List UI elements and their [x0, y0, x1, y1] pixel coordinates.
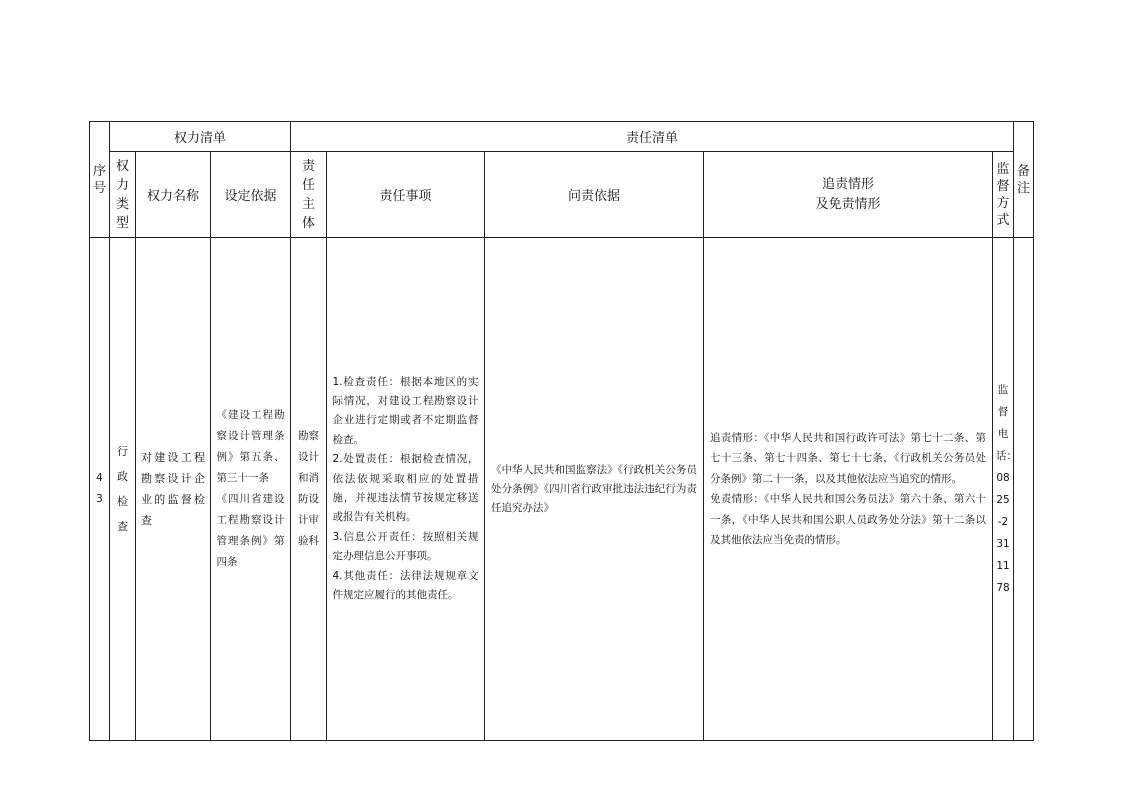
- header-pursuit: [704, 152, 992, 237]
- row-supervision: 监督电话：0825-2311178: [996, 384, 1017, 594]
- header-basis: 设定依据: [224, 189, 277, 204]
- table-border-right: [1033, 121, 1034, 741]
- header-supervision: 监督方式: [996, 161, 1010, 228]
- header-responsibility-list: 责任清单: [625, 131, 678, 146]
- header-pursuit-line2: 及免责情形: [815, 196, 881, 212]
- row-pursuit: 追责情形：《中华人民共和国行政许可法》第七十二条、第七十三条、第七十四条、第七十七条，《行政机关公务员处分条例》第二十一条，以及其他依法应当追究的情形。 免责情形：《中华人民共和国公务员法》第六十条、第六十一条，《中华人民共和国公职人员政务处分法》第十二条以及其他依法应当免责的情形。: [710, 431, 986, 546]
- header-remarks: 备注: [1017, 163, 1031, 196]
- row-basis: 《建设工程勘察设计管理条例》第五条、第三十一条 《四川省建设工程勘察设计管理条例》第四条: [216, 409, 285, 568]
- row-power-name: 对建设工程勘察设计企业的监督检查: [141, 451, 205, 527]
- row-subject: 勘察设计和消防设计审验科: [298, 430, 319, 547]
- row-seq: 43: [96, 472, 103, 505]
- table-border-bottom: [89, 740, 1033, 741]
- header-pursuit-line1: 追责情形: [821, 176, 874, 192]
- header-power-name: 权力名称: [146, 189, 199, 204]
- header-seq: 序号: [93, 163, 107, 196]
- header-matters: 责任事项: [379, 189, 432, 204]
- row-matters: 1.检查责任：根据本地区的实际情况，对建设工程勘察设计企业进行定期或者不定期监督检查。 2.处置责任：根据检查情况，依法依规采取相应的处置措施，并视违法情节按规定移送或报告有关机构。 3.信息公开责任：按照相关规定办理信息公开事项。 4.其他责任：法律法规规章文件规定应履行的其他责任。: [332, 375, 479, 602]
- row-power-type: 行政检查: [117, 445, 128, 533]
- header-subject: 责任主体: [302, 158, 316, 231]
- header-accountability-basis: 问责依据: [567, 189, 620, 204]
- header-power-type: 权力类型: [116, 158, 130, 231]
- header-power-list: 权力清单: [173, 131, 226, 146]
- row-remarks: [1014, 238, 1033, 740]
- row-accountability-basis: 《中华人民共和国监察法》《行政机关公务员处分条例》《四川省行政审批违法违纪行为责任追究办法》: [491, 463, 697, 514]
